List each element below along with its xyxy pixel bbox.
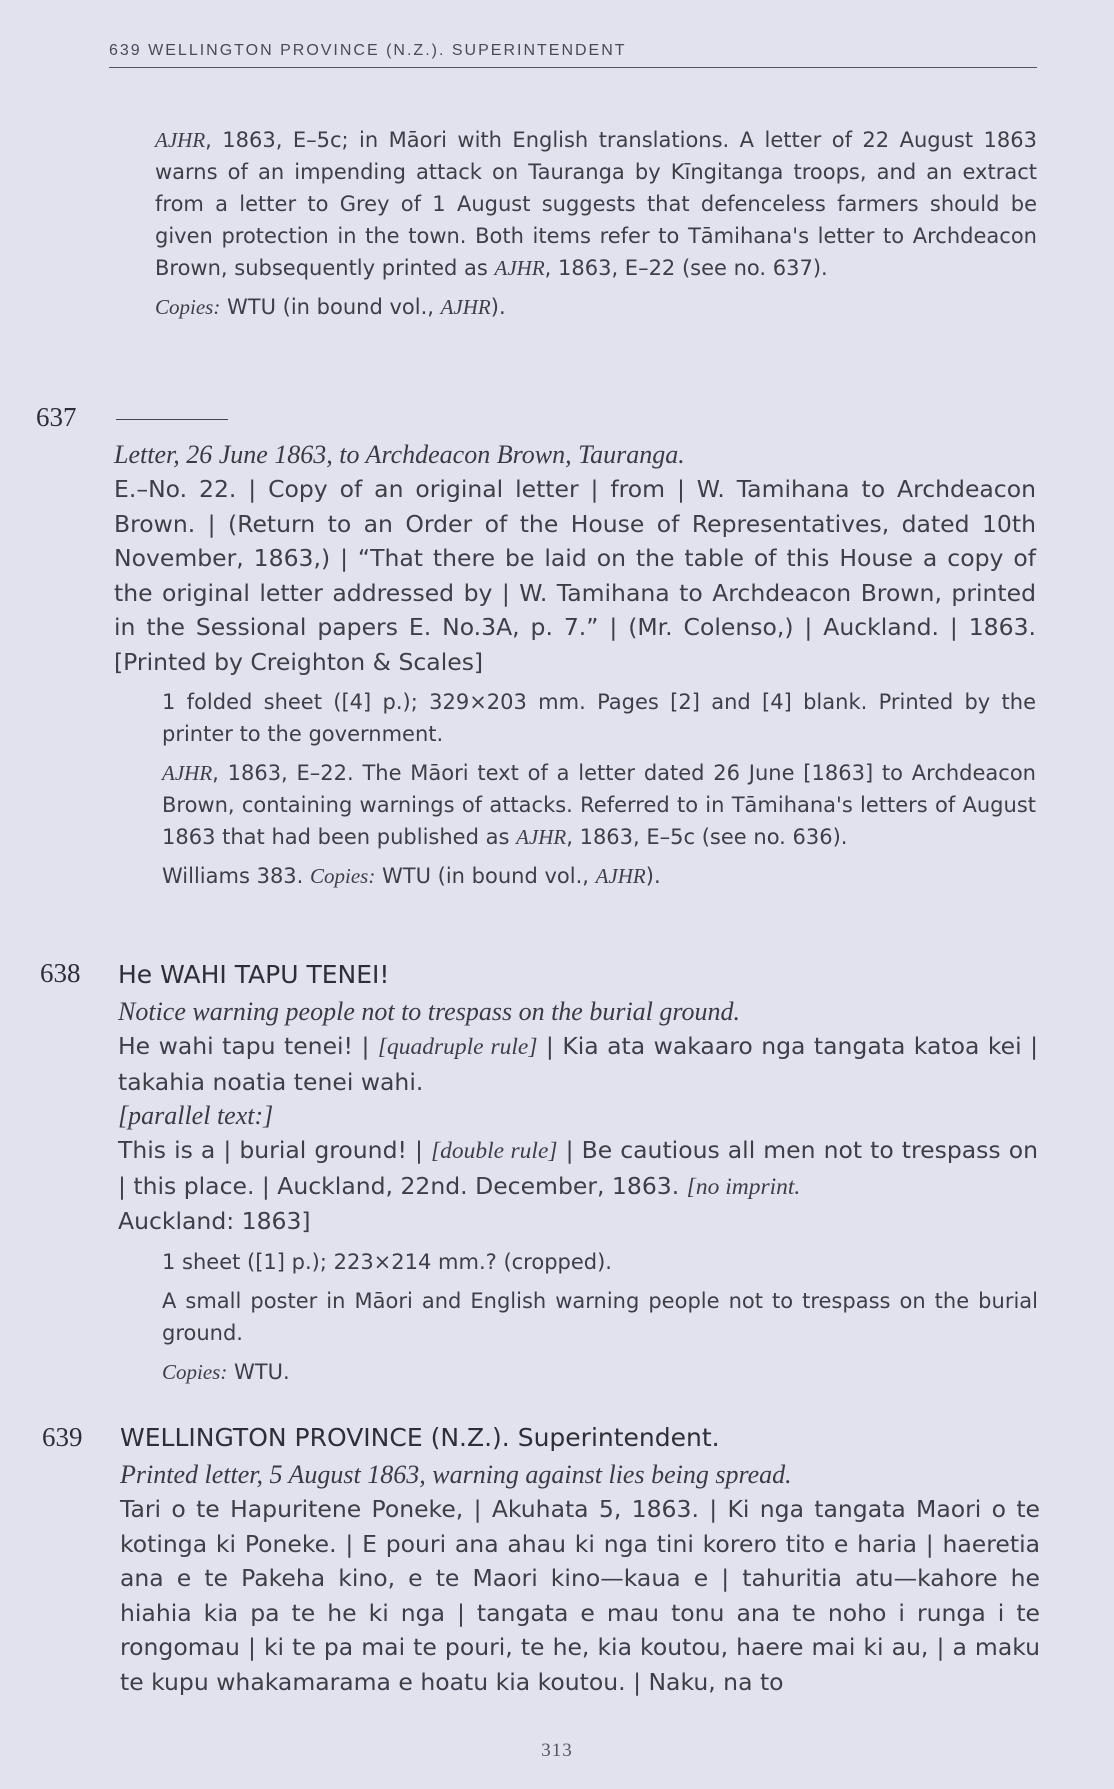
entry-638-transcription-english <box>118 1133 1038 1239</box>
entry-638-note: A small poster in Māori and English warning people not to trespass on the burial ground. <box>162 1288 1038 1345</box>
ref-ajhr: AJHR <box>155 128 206 152</box>
running-head: 639 WELLINGTON PROVINCE (N.Z.). SUPERINTENDENT <box>109 42 627 59</box>
prev-entry-copies <box>155 291 1037 323</box>
copies-text: WTU (in bound vol., <box>220 295 441 319</box>
entry-638-title: Notice warning people not to trespass on the burial ground. <box>118 997 741 1026</box>
entry-637-transcription: E.–No. 22. | Copy of an original letter | from | W. Tamihana to Archdeacon Brown. | (Return to an Order of the House of Representatives, dated 10th November, 1863,) | “That there be laid on the table of this House a copy of the original letter addressed by | W. Tamihana to Archdeacon Brown, printed in the Sessional papers E. No.3A, p. 7.” | (Mr. Colenso,) | Auckland. | 1863. [Printed by Creighton & Scales] <box>114 475 1036 676</box>
entry-637-collation: 1 folded sheet ([4] p.); 329×203 mm. Pages [2] and [4] blank. Printed by the printer to the government. <box>162 690 1036 746</box>
entry-638-collation: 1 sheet ([1] p.); 223×214 mm.? (cropped). <box>162 1249 612 1274</box>
copies-tail: ). <box>645 864 661 888</box>
copies-text: WTU. <box>227 1359 290 1384</box>
ref-ajhr: AJHR <box>162 761 213 785</box>
ref-ajhr: AJHR <box>516 825 567 849</box>
entry-637-notes <box>162 686 1036 892</box>
entry-637-title: Letter, 26 June 1863, to Archdeacon Brown, Tauranga. <box>114 440 685 469</box>
entry-number-637: 637 <box>36 402 77 432</box>
entry-638-transcription-maori <box>118 1029 1038 1099</box>
tr-text: He wahi tapu tenei! | <box>118 1032 378 1060</box>
editorial-note: [no imprint. <box>686 1173 801 1200</box>
entry-637-copies <box>162 860 1036 892</box>
editorial-note: [double rule] <box>430 1138 558 1164</box>
editorial-note: [quadruple rule] <box>377 1034 538 1060</box>
header-rule <box>109 67 1037 68</box>
tr-text: | Kia ata wakaaro nga tangata katoa kei | takahia noatia tenei wahi. <box>118 1032 1039 1096</box>
ref-ajhr: AJHR <box>595 864 646 888</box>
entry-638 <box>118 995 1038 1388</box>
note-tail: , 1863, E–22 (see no. 637). <box>544 256 828 280</box>
copies-pre: Williams 383. <box>162 864 311 888</box>
entry-637 <box>114 438 1036 892</box>
page-number: 313 <box>541 1740 573 1761</box>
copies-tail: ). <box>490 295 506 319</box>
entry-639-title: Printed letter, 5 August 1863, warning against lies being spread. <box>120 1460 792 1489</box>
prev-entry-continuation <box>155 124 1037 323</box>
ref-ajhr: AJHR <box>440 295 491 319</box>
tr-text: | Be cautious all men not to trespass on | this place. | Auckland, 22nd. December, 1863. <box>118 1136 1038 1200</box>
copies-label: Copies: <box>310 864 376 888</box>
entry-639 <box>120 1458 1040 1699</box>
copies-label: Copies: <box>162 1359 228 1384</box>
tr-text: This is a | burial ground! | <box>118 1136 431 1164</box>
entry-638-copies <box>162 1356 1038 1388</box>
entry-number-639: 639 <box>42 1422 83 1452</box>
entry-639-transcription: Tari o te Hapuritene Poneke, | Akuhata 5, 1863. | Ki nga tangata Maori o te kotinga ki Poneke. | E pouri ana ahau ki nga tini korero tito e haria | haeretia ana e te Pakeha kino, e te Maori kino—kaua e | tahuritia atu—kahore he hiahia kia pa te he ki nga | tangata e mau tonu ana te noho i runga i te rongomau | ki te pa mai te pouri, te he, kia koutou, haere mai ki au, | a maku te kupu whakamarama e hoatu kia koutou. | Naku, na to <box>120 1495 1040 1696</box>
entry-638-notes <box>162 1246 1038 1388</box>
copies-label: Copies: <box>155 295 221 319</box>
ref-ajhr: AJHR <box>494 256 545 280</box>
entry-638-heading: He WAHI TAPU TENEI! <box>118 960 390 989</box>
copies-text: WTU (in bound vol., <box>375 864 596 888</box>
entry-637-dash <box>116 402 228 436</box>
entry-637-note <box>162 757 1036 853</box>
entry-639-heading: WELLINGTON PROVINCE (N.Z.). Superintendent. <box>120 1423 720 1452</box>
note-text: , 1863, E–5c; in Māori with English translations. A letter of 22 August 1863 warns of an impending attack on Tauranga by Kīngitanga troops, and an extract from a letter to Grey of 1 August suggests that defenceless farmers should be given protection in the town. Both items refer to Tāmihana's letter to Archdeacon Brown, subsequently printed as <box>155 128 1037 280</box>
parallel-text-label: [parallel text:] <box>118 1101 274 1130</box>
tr-text: Auckland: 1863] <box>118 1207 311 1235</box>
note-text: , 1863, E–22. The Māori text of a letter dated 26 June [1863] to Archdeacon Brown, containing warnings of attacks. Referred to in Tāmihana's letters of August 1863 that had been published as <box>162 761 1036 849</box>
entry-number-638: 638 <box>40 958 81 988</box>
prev-entry-note <box>155 124 1037 284</box>
note-tail: , 1863, E–5c (see no. 636). <box>566 825 848 849</box>
